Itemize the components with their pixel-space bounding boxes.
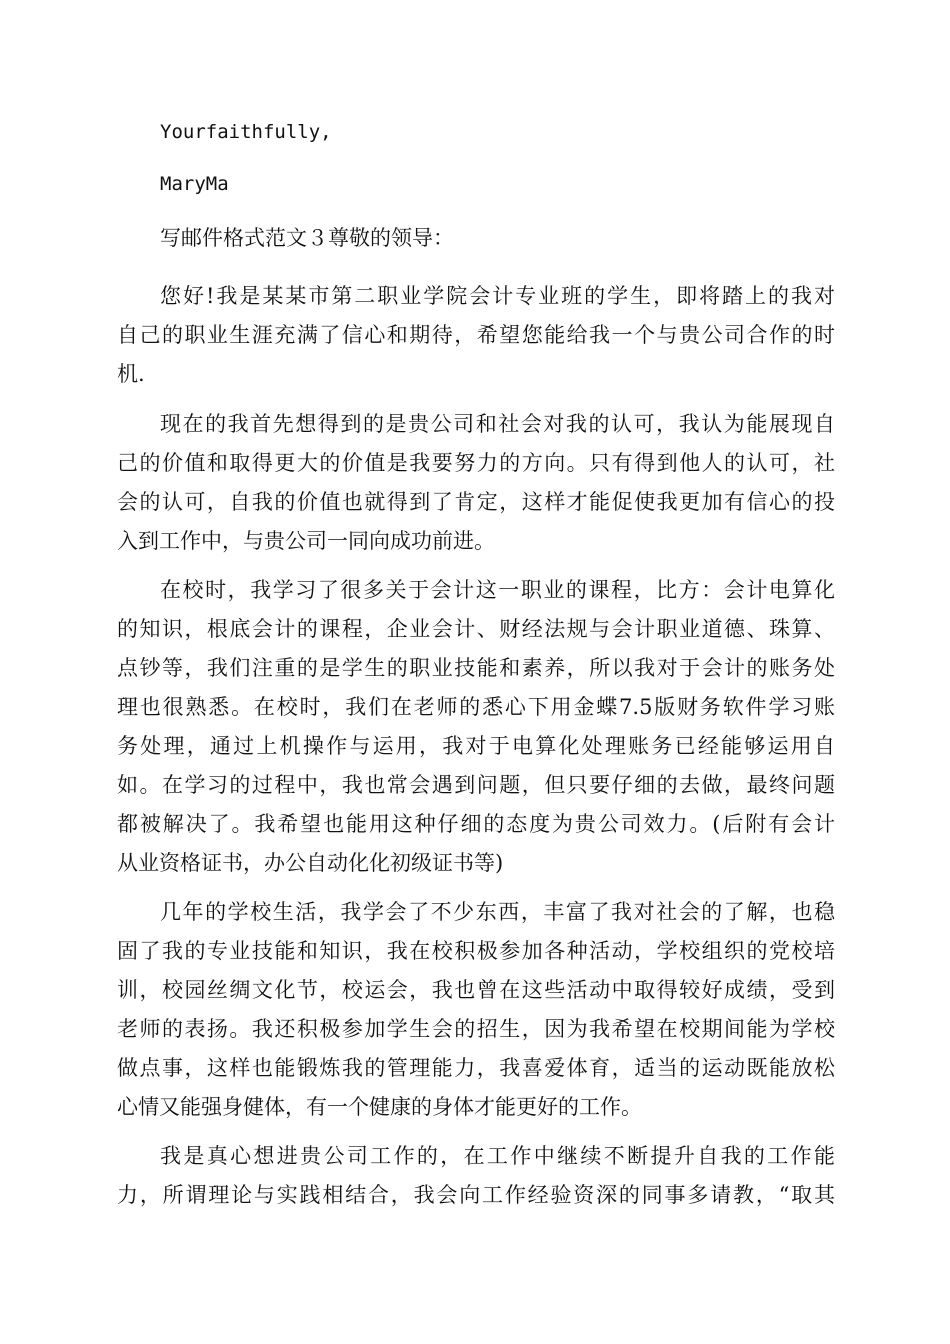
paragraph-line: 理也很熟悉。在校时，我们在老师的悉心下用金蝶7.5版财务软件学习账 — [117, 695, 835, 719]
paragraph-line: 力，所谓理论与实践相结合，我会向工作经验资深的同事多请教，“取其 — [117, 1183, 835, 1207]
paragraph-3 — [117, 571, 835, 883]
paragraph-line: 入到工作中，与贵公司一同向成功前进。 — [117, 529, 495, 553]
signature-line: MaryMa — [160, 173, 229, 195]
paragraph-line: 务处理，通过上机操作与运用，我对于电算化处理账务已经能够运用自 — [117, 734, 835, 758]
signature-block — [117, 165, 835, 204]
paragraph-1 — [117, 277, 835, 394]
paragraph-4 — [117, 893, 835, 1127]
paragraph-line: 我是真心想进贵公司工作的，在工作中继续不断提升自我的工作能 — [160, 1144, 835, 1168]
paragraph-line: 自己的职业生涯充满了信心和期待，希望您能给我一个与贵公司合作的时 — [117, 323, 835, 347]
paragraph-line: 机. — [117, 362, 145, 386]
letter-heading: 写邮件格式范文３尊敬的领导： — [160, 226, 454, 250]
paragraph-line: 固了我的专业技能和知识，我在校积极参加各种活动，学校组织的党校培 — [117, 939, 835, 963]
paragraph-line: 训，校园丝绸文化节，校运会，我也曾在这些活动中取得较好成绩，受到 — [117, 978, 835, 1002]
paragraph-line: 在校时，我学习了很多关于会计这一职业的课程，比方：会计电算化 — [160, 578, 835, 602]
paragraph-line: 几年的学校生活，我学会了不少东西，丰富了我对社会的了解，也稳 — [160, 900, 835, 924]
paragraph-5 — [117, 1137, 835, 1215]
paragraph-line: 您好!我是某某市第二职业学院会计专业班的学生，即将踏上的我对 — [160, 284, 835, 308]
heading-block — [117, 219, 835, 258]
paragraph-line: 老师的表扬。我还积极参加学生会的招生，因为我希望在校期间能为学校 — [117, 1017, 835, 1041]
paragraph-line: 点钞等，我们注重的是学生的职业技能和素养，所以我对于会计的账务处 — [117, 656, 835, 680]
paragraph-line: 己的价值和取得更大的价值是我要努力的方向。只有得到他人的认可，社 — [117, 451, 835, 475]
paragraph-line: 的知识，根底会计的课程，企业会计、财经法规与会计职业道德、珠算、 — [117, 617, 835, 641]
closing-block — [117, 113, 835, 152]
paragraph-line: 都被解决了。我希望也能用这种仔细的态度为贵公司效力。(后附有会计 — [117, 812, 835, 836]
paragraph-2 — [117, 405, 835, 561]
paragraph-line: 从业资格证书，办公自动化化初级证书等) — [117, 851, 504, 875]
paragraph-line: 做点事，这样也能锻炼我的管理能力，我喜爱体育，适当的运动既能放松 — [117, 1056, 835, 1080]
paragraph-line: 心情又能强身健体，有一个健康的身体才能更好的工作。 — [117, 1095, 642, 1119]
closing-line: Yourfaithfully, — [160, 121, 332, 143]
paragraph-line: 会的认可，自我的价值也就得到了肯定，这样才能促使我更加有信心的投 — [117, 490, 835, 514]
paragraph-line: 如。在学习的过程中，我也常会遇到问题，但只要仔细的去做，最终问题 — [117, 773, 835, 797]
paragraph-line: 现在的我首先想得到的是贵公司和社会对我的认可，我认为能展现自 — [160, 412, 835, 436]
